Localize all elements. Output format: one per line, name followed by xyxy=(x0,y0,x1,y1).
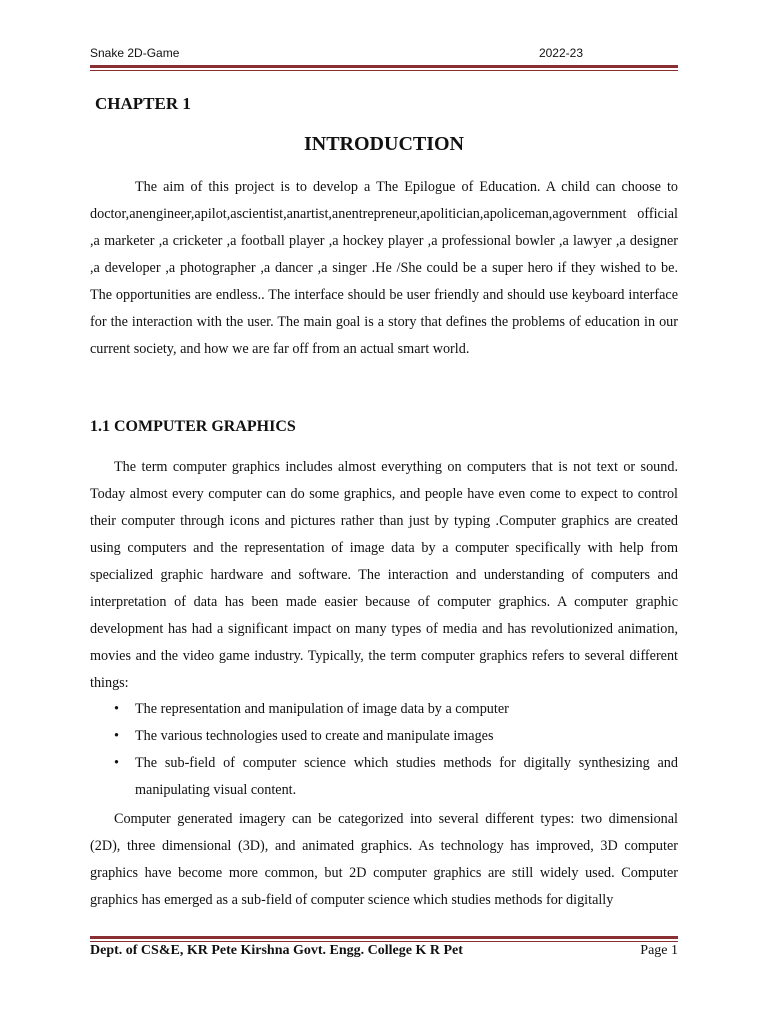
footer-rule-thin xyxy=(90,941,678,942)
page-number: Page 1 xyxy=(640,943,678,958)
bullet-icon: • xyxy=(114,728,119,744)
header-rule-thick xyxy=(90,65,678,68)
header-rule-thin xyxy=(90,70,678,71)
footer-department: Dept. of CS&E, KR Pete Kirshna Govt. Engg. College K R Pet xyxy=(90,943,463,958)
page-title: INTRODUCTION xyxy=(303,133,465,155)
section-paragraph xyxy=(90,454,678,697)
list-item-text: The sub-field of computer science which studies methods for digitally synthesizing and manipulating visual content. xyxy=(135,755,678,798)
list-item xyxy=(90,696,678,723)
bullet-icon: • xyxy=(114,701,119,717)
list-item xyxy=(90,723,678,750)
bullet-icon: • xyxy=(114,755,119,771)
list-item xyxy=(90,750,678,804)
list-item-text: The representation and manipulation of image data by a computer xyxy=(135,701,509,717)
chapter-label: CHAPTER 1 xyxy=(95,94,191,113)
footer-rule-thick xyxy=(90,936,678,939)
header-year: 2022-23 xyxy=(538,46,583,60)
intro-paragraph-text: The aim of this project is to develop a The Epilogue of Education. A child can choose to doctor,anengineer,apilot,ascientist,anartist,anentrepreneur,apolitician,apoliceman,agovernment official ,a marketer ,a cricketer ,a football player ,a hockey player ,a professional bowler ,a lawyer ,a designer ,a developer ,a photographer ,a dancer ,a singer .He /She could be a super hero if they wished to be. The opportunities are endless.. The interface should be user friendly and should use keyboard interface for the interaction with the user. The main goal is a story that defines the problems of education in our current society, and how we are far off from an actual smart world. xyxy=(90,179,678,357)
section-paragraph-text: The term computer graphics includes almost everything on computers that is not text or sound. Today almost every computer can do some graphics, and people have even come to expect to control their computer through icons and pictures rather than just by typing .Computer graphics are created using computers and the representation of image data by a computer specifically with help from specialized graphic hardware and software. The interaction and understanding of computers and interpretation of data has been made easier because of computer graphics. A computer graphic development has had a significant impact on many types of media and has revolutionized animation, movies and the video game industry. Typically, the term computer graphics refers to several different things: xyxy=(90,459,678,691)
header-document-title: Snake 2D-Game xyxy=(90,46,180,60)
page-header xyxy=(90,46,678,62)
intro-paragraph xyxy=(90,174,678,363)
section-heading: 1.1 COMPUTER GRAPHICS xyxy=(90,418,296,435)
bullet-list xyxy=(90,696,678,804)
closing-paragraph-text: Computer generated imagery can be categorized into several different types: two dimensional (2D), three dimensional (3D), and animated graphics. As technology has improved, 3D computer graphics have become more common, but 2D computer graphics are still widely used. Computer graphics has emerged as a sub-field of computer science which studies methods for digitally xyxy=(90,811,678,908)
closing-paragraph xyxy=(90,806,678,914)
list-item-text: The various technologies used to create and manipulate images xyxy=(135,728,494,744)
